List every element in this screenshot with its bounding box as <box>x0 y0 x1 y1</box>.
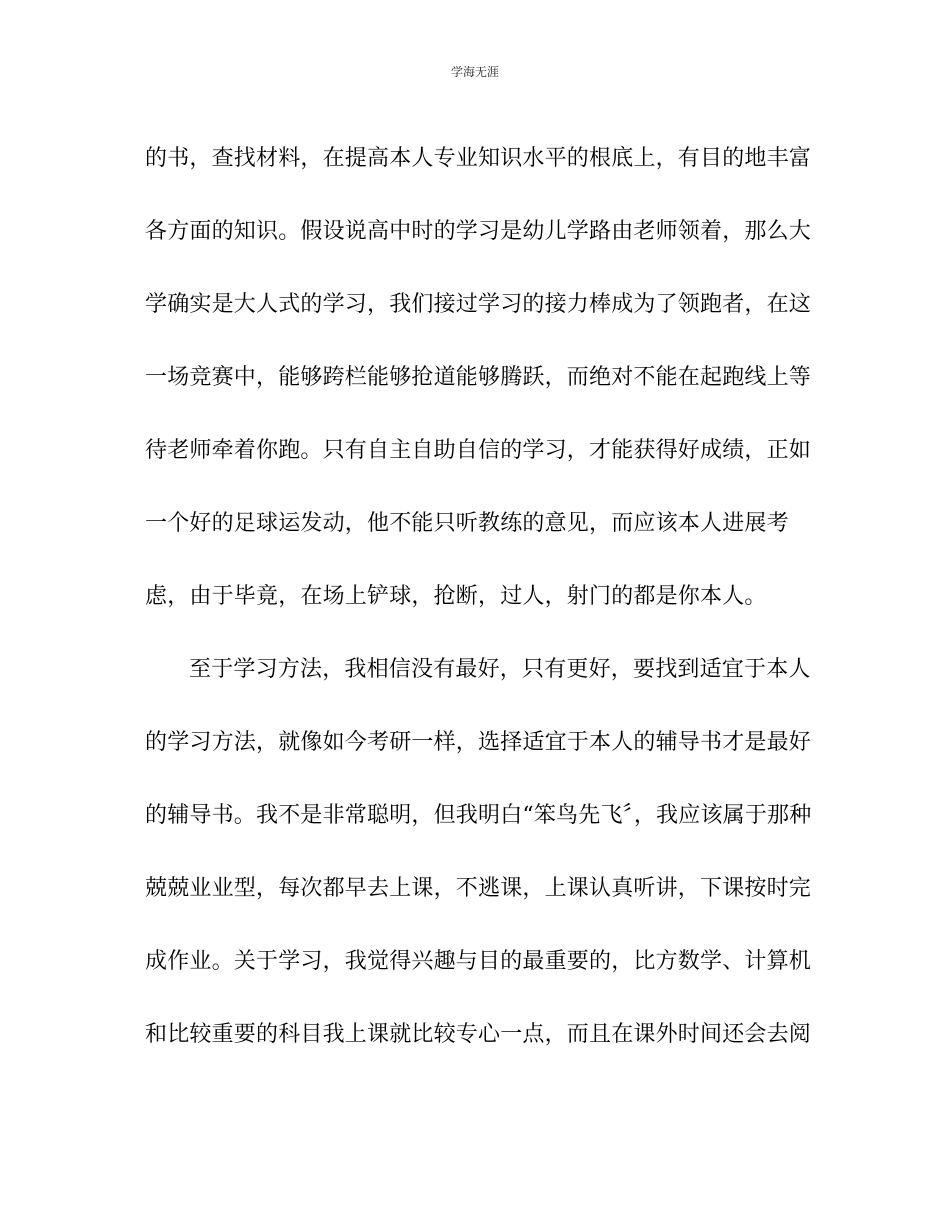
text-line: 学确实是大人式的学习，我们接过学习的接力棒成为了领跑者，在这 <box>145 292 812 317</box>
text-line: 虑，由于毕竟，在场上铲球，抢断，过人，射门的都是你本人。 <box>145 584 767 609</box>
text-line: 的书，查找材料，在提高本人专业知识水平的根底上，有目的地丰富 <box>145 146 812 171</box>
body-text <box>145 139 815 1088</box>
text-line: 和比较重要的科目我上课就比较专心一点，而且在课外时间还会去阅 <box>145 1022 812 1047</box>
text-line: 的辅导书。我不是非常聪明，但我明白“笨鸟先飞〞，我应该属于那种 <box>145 803 812 828</box>
text-line: 的学习方法，就像如今考研一样，选择适宜于本人的辅导书才是最好 <box>145 730 812 755</box>
text-line: 一场竞赛中，能够跨栏能够抢道能够腾跃，而绝对不能在起跑线上等 <box>145 365 812 390</box>
text-line: 兢兢业业型，每次都早去上课，不逃课，上课认真听讲，下课按时完 <box>145 876 812 901</box>
paragraph-start-line: 至于学习方法，我相信没有最好，只有更好，要找到适宜于本人 <box>189 657 811 682</box>
page-header: 学海无涯 <box>450 65 499 79</box>
text-line: 成作业。关于学习，我觉得兴趣与目的最重要的，比方数学、计算机 <box>145 949 812 974</box>
text-line: 待老师牵着你跑。只有自主自助自信的学习，才能获得好成绩，正如 <box>145 438 812 463</box>
text-line: 一个好的足球运发动，他不能只听教练的意见，而应该本人进展考 <box>145 511 789 536</box>
text-line: 各方面的知识。假设说高中时的学习是幼儿学路由老师领着，那么大 <box>145 219 812 244</box>
